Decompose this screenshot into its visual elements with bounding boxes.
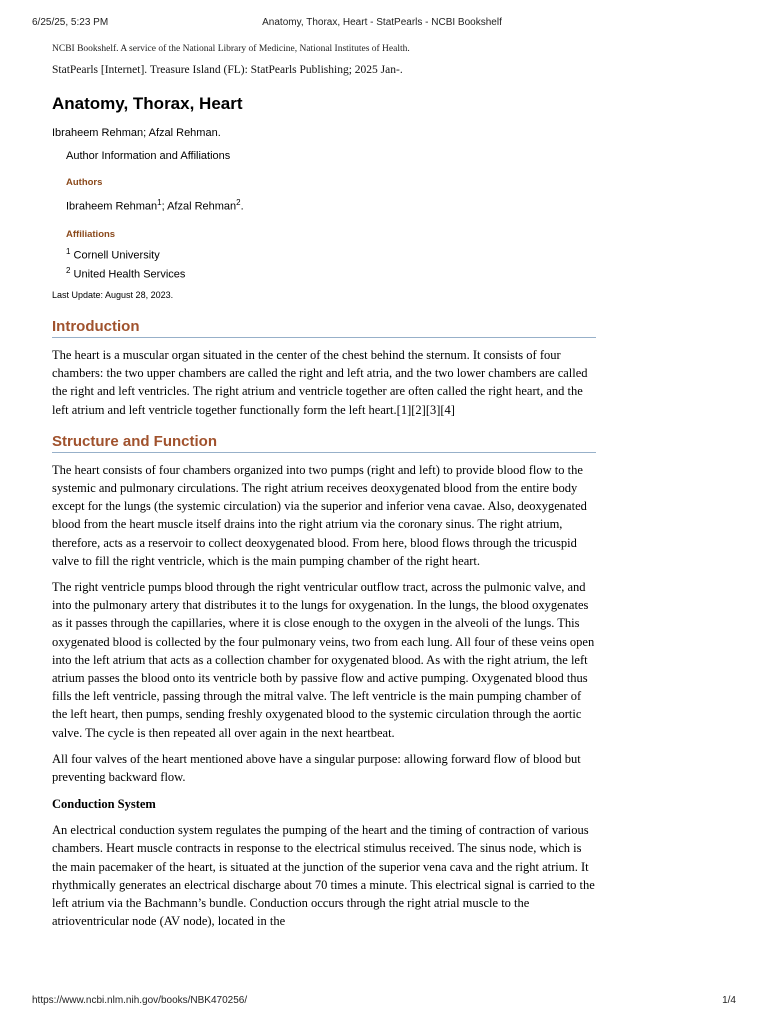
section-heading-structure-function: Structure and Function [52,433,596,453]
affiliations-heading: Affiliations [66,228,116,240]
reference-link[interactable]: [2] [411,402,426,417]
print-url: https://www.ncbi.nlm.nih.gov/books/NBK470256/ [32,995,248,1006]
affiliation-name: United Health Services [73,268,186,281]
author-separator: . [240,200,244,213]
authors-line: Ibraheem Rehman; Afzal Rehman. [52,127,221,139]
affiliation-mark: 2 [66,266,71,276]
author-affiliation-mark: 1 [157,198,162,207]
page-title: Anatomy, Thorax, Heart [52,94,243,113]
print-page-number: 1/4 [722,995,736,1006]
affiliation-item [66,263,596,283]
affiliations-list [66,244,596,283]
print-footer [32,995,736,1009]
print-datetime: 6/25/25, 5:23 PM [32,17,109,28]
affiliation-mark: 1 [66,246,71,256]
author-name[interactable]: Ibraheem Rehman [66,200,158,213]
author-info-panel [66,149,596,283]
article [52,40,596,930]
reference-link[interactable]: [3] [425,402,441,417]
structure-paragraph-1: The heart consists of four chambers organized into two pumps (right and left) to provide blood flow to the systemic and pulmonary circulations. The right atrium receives deoxygenated blood from the entire body except for the lungs (the systemic circulation) via the superior and inferior vena cavae. Also, deoxygenated blood from the heart muscle itself drains into the right atrium via the coronary sinus. The right atrium, therefore, acts as a reservoir to collect deoxygenated blood. From here, blood flows through the tricuspid valve to fill the right ventricle, which is the main pumping chamber of the right heart. [52,462,587,568]
intro-text: The heart is a muscular organ situated in the center of the chest behind the sternum. It consists of four chambers: the two upper chambers are called the right and left atria, and the two lower chambers are called the right and left ventricles. The right atrium and ventricle together are often called the right heart, and the left atrium and left ventricle together functionally form the left heart. [52,347,588,417]
reference-link[interactable]: [4] [440,402,455,417]
affiliation-name: Cornell University [73,249,160,262]
last-update: Last Update: August 28, 2023. [52,289,174,300]
print-header [32,17,732,31]
subheading-conduction-system: Conduction System [52,797,156,812]
section-heading-introduction: Introduction [52,318,596,338]
authors-heading: Authors [66,177,103,188]
reference-link[interactable]: [1] [396,402,412,417]
affiliation-item [66,244,596,264]
ncbi-notice: NCBI Bookshelf. A service of the National Library of Medicine, National Institutes of Health. [52,44,410,54]
book-citation: StatPearls [Internet]. Treasure Island (FL): StatPearls Publishing; 2025 Jan-. [52,64,403,76]
conduction-paragraph: An electrical conduction system regulates the pumping of the heart and the timing of contraction of various chambers. Heart muscle contracts in response to the electrical stimulus received. The sinus node, which is the main pacemaker of the heart, is situated at the junction of the superior vena cava and the right atrium. It rhythmically generates an electrical discharge about 70 times a minute. This electrical signal is carried to the left atrium via the Bachmann’s bundle. Conduction occurs through the right atrial muscle to the atrioventricular node (AV node), located in the [52,823,595,929]
author-name[interactable]: Afzal Rehman [167,200,237,213]
author-names [66,195,596,215]
structure-paragraph-3: All four valves of the heart mentioned above have a singular purpose: allowing forward flow of blood but preventing backward flow. [52,751,581,785]
intro-paragraph [52,346,596,419]
print-page-title: Anatomy, Thorax, Heart - StatPearls - NCBI Bookshelf [262,17,502,28]
author-separator: ; [161,200,168,213]
author-info-toggle[interactable]: Author Information and Affiliations [66,150,231,162]
author-affiliation-mark: 2 [236,198,241,207]
structure-paragraph-2: The right ventricle pumps blood through the right ventricular outflow tract, across the pulmonic valve, and into the pulmonary artery that distributes it to the lungs for oxygenation. In the lungs, the blood oxygenates as it passes through the capillaries, where it is close enough to the oxygen in the alveoli of the lungs. This oxygenated blood is collected by the four pulmonary veins, two from each lung. All four of these veins open into the left atrium that acts as a collection chamber for oxygenated blood. As with the right atrium, the left atrium passes the blood onto its ventricle both by passive flow and active pumping. Oxygenated blood thus fills the left ventricle, passing through the mitral valve. The left ventricle is the main pumping chamber of the left heart, then pumps, sending freshly oxygenated blood to the systemic circulation through the aortic valve. The cycle is then repeated all over again in the next heartbeat. [52,580,595,740]
